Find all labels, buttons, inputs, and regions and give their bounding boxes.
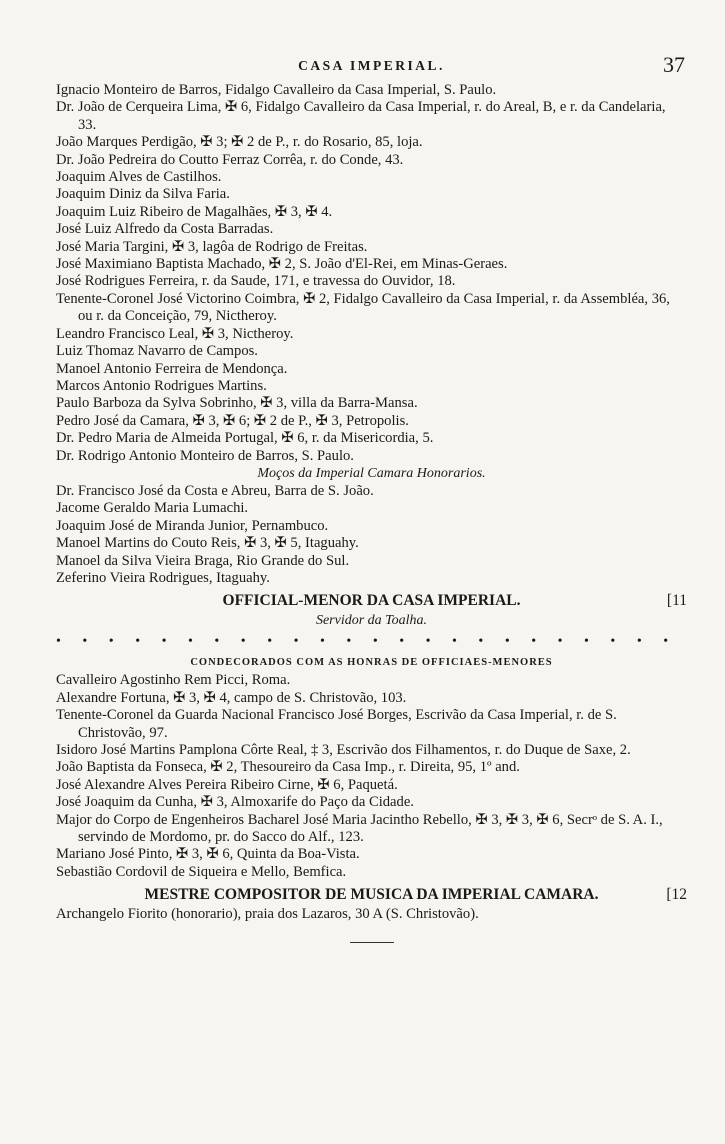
entries-top-list [56, 82, 687, 465]
section-mestre-title: MESTRE COMPOSITOR DE MUSICA DA IMPERIAL CAMARA. [144, 886, 599, 904]
dot-leader-row: • • • • • • • • • • • • • • • • • • • • • • • • [56, 634, 678, 650]
directory-entry: Sebastião Cordovil de Siqueira e Mello, Bemfica. [56, 863, 347, 880]
section-official-heading [56, 590, 687, 612]
directory-entry: Pedro José da Camara, ✠ 3, ✠ 6; ✠ 2 de P., ✠ 3, Petropolis. [56, 412, 409, 429]
running-head [56, 52, 687, 82]
end-rule [350, 942, 394, 943]
directory-entry: Mariano José Pinto, ✠ 3, ✠ 6, Quinta da Boa-Vista. [56, 846, 360, 863]
section-official-title: OFFICIAL-MENOR DA CASA IMPERIAL. [222, 592, 521, 610]
directory-entry: Joaquim José de Miranda Junior, Pernambuco. [56, 517, 329, 534]
directory-entry: José Joaquim da Cunha, ✠ 3, Almoxarife do Paço da Cidade. [56, 794, 414, 811]
directory-entry: João Baptista da Fonseca, ✠ 2, Thesoureiro da Casa Imp., r. Direita, 95, 1º and. [56, 759, 520, 776]
directory-entry: Tenente-Coronel da Guarda Nacional Francisco José Borges, Escrivão da Casa Imperial, r. de S. Christovão, 97. [56, 707, 617, 741]
directory-entry: Joaquim Diniz da Silva Faria. [56, 186, 230, 203]
running-head-title: CASA IMPERIAL. [298, 58, 445, 73]
page-number: 37 [663, 52, 685, 77]
directory-entry: Jacome Geraldo Maria Lumachi. [56, 500, 249, 517]
directory-entry: Tenente-Coronel José Victorino Coimbra, ✠ 2, Fidalgo Cavalleiro da Casa Imperial, r. da Assembléa, 36, ou r. da Conceição, 79, Nictheroy. [56, 290, 670, 325]
entries-condecorados-list [56, 672, 687, 881]
directory-entry: Cavalleiro Agostinho Rem Picci, Roma. [56, 672, 291, 689]
directory-entry: Paulo Barboza da Sylva Sobrinho, ✠ 3, villa da Barra-Mansa. [56, 395, 418, 412]
entries-mestre-list [56, 906, 687, 923]
entries-mocos-list [56, 483, 687, 587]
directory-entry: Alexandre Fortuna, ✠ 3, ✠ 4, campo de S. Christovão, 103. [56, 689, 407, 706]
directory-entry: Joaquim Luiz Ribeiro de Magalhães, ✠ 3, ✠ 4. [56, 203, 333, 220]
directory-entry: Archangelo Fiorito (honorario), praia dos Lazaros, 30 A (S. Christovão). [56, 906, 479, 923]
directory-entry: Manoel Antonio Ferreira de Mendonça. [56, 360, 288, 377]
directory-entry: Marcos Antonio Rodrigues Martins. [56, 377, 267, 394]
condecorados-heading: CONDECORADOS COM AS HONRAS DE OFFICIAES-MENORES [190, 657, 553, 669]
directory-entry: Isidoro José Martins Pamplona Côrte Real, ‡ 3, Escrivão dos Filhamentos, r. do Duque de Saxe, 2. [56, 742, 631, 758]
directory-entry: Dr. Pedro Maria de Almeida Portugal, ✠ 6, r. da Misericordia, 5. [56, 430, 434, 447]
subhead-mocos: Moços da Imperial Camara Honorarios. [257, 465, 486, 481]
directory-entry: João Marques Perdigão, ✠ 3; ✠ 2 de P., r. do Rosario, 85, loja. [56, 134, 423, 151]
directory-entry: José Maximiano Baptista Machado, ✠ 2, S. João d'El-Rei, em Minas-Geraes. [56, 256, 508, 273]
section-mestre-heading [56, 884, 687, 906]
section-official-count: [11 [666, 592, 687, 610]
directory-entry: Dr. Francisco José da Costa e Abreu, Barra de S. João. [56, 482, 374, 499]
directory-entry: Zeferino Vieira Rodrigues, Itaguahy. [56, 569, 270, 586]
directory-entry: José Luiz Alfredo da Costa Barradas. [56, 221, 274, 238]
directory-entry: José Alexandre Alves Pereira Ribeiro Cirne, ✠ 6, Paquetá. [56, 776, 398, 793]
directory-entry: Manoel da Silva Vieira Braga, Rio Grande do Sul. [56, 552, 350, 569]
subhead-servidor: Servidor da Toalha. [315, 613, 428, 629]
directory-entry: Joaquim Alves de Castilhos. [56, 169, 222, 186]
directory-entry: Manoel Martins do Couto Reis, ✠ 3, ✠ 5, Itaguahy. [56, 535, 359, 552]
directory-entry: Ignacio Monteiro de Barros, Fidalgo Cavalleiro da Casa Imperial, S. Paulo. [56, 82, 497, 98]
section-mestre-count: [12 [666, 886, 687, 904]
directory-entry: José Rodrigues Ferreira, r. da Saude, 171, e travessa do Ouvidor, 18. [56, 273, 456, 290]
directory-entry: Luiz Thomaz Navarro de Campos. [56, 343, 258, 360]
directory-entry: José Maria Targini, ✠ 3, lagôa de Rodrigo de Freitas. [56, 238, 368, 255]
entries-block [56, 82, 687, 924]
directory-entry: Leandro Francisco Leal, ✠ 3, Nictheroy. [56, 325, 294, 342]
directory-entry: Major do Corpo de Engenheiros Bacharel José Maria Jacintho Rebello, ✠ 3, ✠ 3, ✠ 6, Secrᵒ de S. A. I., servindo de Mordomo, pr. do Sacco do Alf., 123. [56, 811, 663, 846]
directory-entry: Dr. João Pedreira do Coutto Ferraz Corrêa, r. do Conde, 43. [56, 151, 404, 168]
directory-entry: Dr. Rodrigo Antonio Monteiro de Barros, S. Paulo. [56, 447, 354, 464]
directory-entry: Dr. João de Cerqueira Lima, ✠ 6, Fidalgo Cavalleiro da Casa Imperial, r. do Areal, B, e r. da Candelaria, 33. [56, 99, 666, 133]
